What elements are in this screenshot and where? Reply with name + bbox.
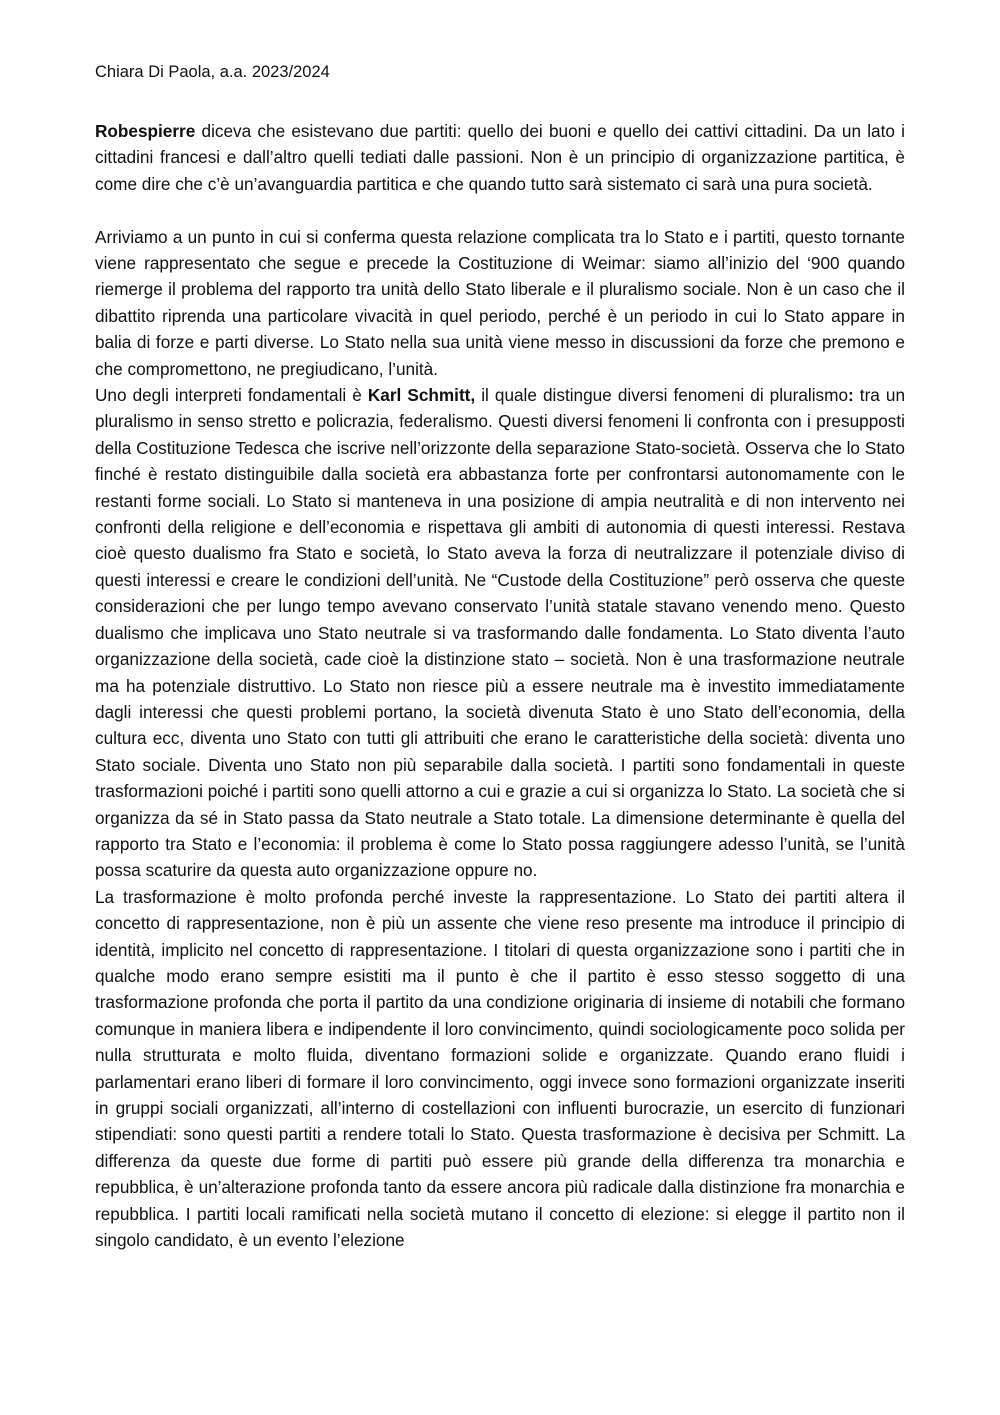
document-body [95,118,905,1253]
paragraph-weimar: Arriviamo a un punto in cui si conferma questa relazione complicata tra lo Stato e i partiti, questo tornante viene rappresentato che segue e precede la Costituzione di Weimar: siamo all’inizio del ‘900 quando riemerge il problema del rapporto tra unità dello Stato liberale e il pluralismo sociale. Non è un caso che il dibattito riprenda una particolare vivacità in quel periodo, perché è un periodo in cui lo Stato appare in balia di forze e parti diverse. Lo Stato nella sua unità viene messo in discussioni da forze che premono e che compromettono, ne pregiudicano, l’unità. [95,226,905,379]
paragraph-schmitt [95,382,905,884]
bold-name-robespierre: Robespierre [95,121,196,141]
bold-colon: : [848,385,854,406]
paragraph-robespierre [95,118,905,197]
paragraph-text: diceva che esistevano due partiti: quello dei buoni e quello dei cattivi cittadini. Da un lato i cittadini francesi e dall’altro quelli tediati dalle passioni. Non è un principio di organizzazione partitica, è come dire che c’è un’avanguardia partitica e che quando tutto sarà sistemato ci sarà una pura società. [95,121,905,194]
paragraph-gap [95,197,905,223]
paragraph-text: Uno degli interpreti fondamentali è [95,385,368,406]
page-header: Chiara Di Paola, a.a. 2023/2024 [95,63,330,81]
paragraph-text: il quale distingue diversi fenomeni di pluralismo [475,385,849,406]
bold-name-schmitt: Karl Schmitt, [367,385,476,406]
paragraph-text: tra un pluralismo in senso stretto e policrazia, federalismo. Questi diversi fenomeni li confronta con i presupposti della Costituzione Tedesca che iscrive nell’orizzonte della separazione Stato-società. Osserva che lo Stato finché è restato distinguibile dalla società era abbastanza forte per confrontarsi autonomamente con le restanti forme sociali. Lo Stato si manteneva in una posizione di ampia neutralità e di non intervento nei confronti della religione e dell’economia e rispettava gli ambiti di autonomia di questi interessi. Restava cioè questo dualismo fra Stato e società, lo Stato aveva la forza di neutralizzare il potenziale diviso di questi interessi e creare le condizioni dell’unità. Ne “Custode della Costituzione” però osserva che queste considerazioni che per lungo tempo avevano conservato l’unità statale stavano venendo meno. Questo dualismo che implicava uno Stato neutrale si va trasformando dalle fondamenta. Lo Stato diventa l’auto organizzazione della società, cade cioè la distinzione stato – società. Non è una trasformazione neutrale ma ha potenziale distruttivo. Lo Stato non riesce più a essere neutrale ma è investito immediatamente dagli interessi che questi problemi portano, la società divenuta Stato è uno Stato dell’economia, della cultura ecc, diventa uno Stato con tutti gli attribuiti che erano le caratteristiche della società: diventa uno Stato sociale. Diventa uno Stato non più separabile dalla società. I partiti sono fondamentali in queste trasformazioni poiché i partiti sono quelli attorno a cui e grazie a cui si organizza lo Stato. La società che si organizza da sé in Stato passa da Stato neutrale a Stato totale. La dimensione determinante è quella del rapporto tra Stato e l’economia: il problema è come lo Stato possa raggiungere adesso l’unità, se l’unità possa scaturire da questa auto organizzazione oppure no. [95,385,906,881]
paragraph-rappresentazione: La trasformazione è molto profonda perché investe la rappresentazione. Lo Stato dei partiti altera il concetto di rappresentazione, non è più un assente che viene reso presente ma introduce il principio di identità, implicito nel concetto di rappresentazione. I titolari di questa organizzazione sono i partiti che in qualche modo erano sempre esistiti ma il punto è che il partito è esso stesso soggetto di una trasformazione profonda che porta il partito da una condizione originaria di insieme di notabili che formano comunque in maniera libera e indipendente il loro convincimento, quindi sociologicamente poco solida per nulla strutturata e molto fluida, diventano formazioni solide e organizzate. Quando erano fluidi i parlamentari erano liberi di formare il loro convincimento, oggi invece sono formazioni organizzate inseriti in gruppi sociali organizzati, all’interno di costellazioni con influenti burocrazie, un esercito di funzionari stipendiati: sono questi partiti a rendere totali lo Stato. Questa trasformazione è decisiva per Schmitt. La differenza da queste due forme di partiti può essere più grande della differenza tra monarchia e repubblica, è un’alterazione profonda tanto da essere ancora più radicale dalla distinzione fra monarchia e repubblica. I partiti locali ramificati nella società mutano il concetto di elezione: si elegge il partito non il singolo candidato, è un evento l’elezione [95,886,905,1251]
